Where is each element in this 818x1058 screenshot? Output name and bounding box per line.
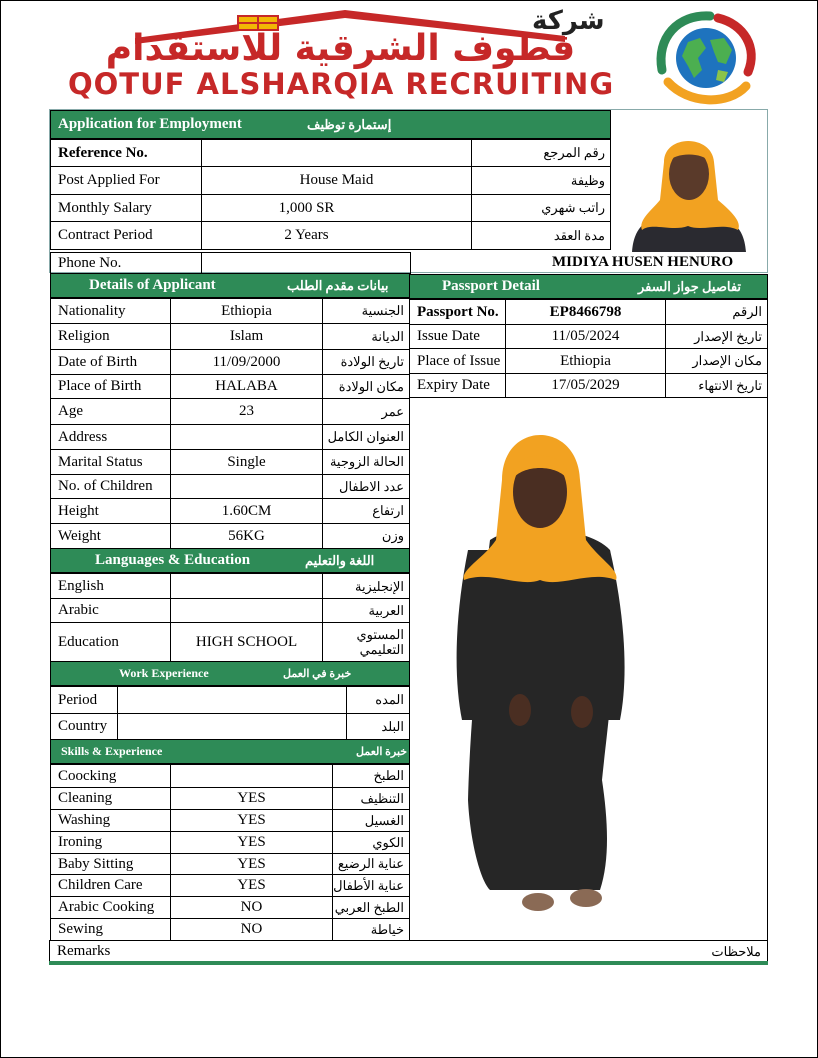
applicant-row-1-value: Ethiopia [170,298,323,324]
languages-title-bar [50,548,410,573]
skills-row-3-value: YES [170,809,333,832]
applicant-row-1-label-ar: الجنسية [322,298,410,324]
contract-value: 2 Years [201,221,411,250]
work-row-2-label-ar: البلد [346,713,410,740]
skills-row-6-label-ar: عناية الأطفال [332,874,410,897]
salary-label-ar: راتب شهري [471,194,611,222]
work-row-1-value [117,686,347,714]
applicant-row-9-value: 1.60CM [170,498,323,524]
reference-value [201,139,472,167]
post-label: Post Applied For [50,166,202,195]
application-title-ar: إستمارة توظيف [307,116,392,132]
languages-row-2-value [170,598,323,623]
skills-row-4-value: YES [170,831,333,854]
post-label-ar: وظيفة [471,166,611,195]
company-header [50,4,768,108]
contract-label-ar: مدة العقد [471,221,611,250]
passport-title-ar: تفاصيل جواز السفر [638,278,742,294]
passport-row-1-label: Passport No. [409,299,506,325]
languages-row-3-value: HIGH SCHOOL [170,622,323,662]
passport-row-2-value: 11/05/2024 [505,324,666,349]
salary-label: Monthly Salary [50,194,202,222]
skills-row-1-value [170,764,333,788]
passport-row-4-value: 17/05/2029 [505,373,666,398]
skills-row-7-label: Arabic Cooking [50,896,171,919]
work-title-en: Work Experience [119,666,209,680]
work-row-2-value [117,713,347,740]
skills-row-5-value: YES [170,853,333,875]
application-title-en: Application for Employment [58,116,242,132]
passport-row-2-label: Issue Date [409,324,506,349]
skills-row-2-label: Cleaning [50,787,171,810]
languages-row-2-label-ar: العربية [322,598,410,623]
applicant-row-4-value: HALABA [170,374,323,399]
applicant-row-7-label: Marital Status [50,449,171,475]
languages-row-1-value [170,573,323,599]
applicant-row-6-value [170,424,323,450]
company-name-ar-small: شركة [532,6,605,36]
salary-spacer [410,194,472,222]
reference-label-ar: رقم المرجع [471,139,611,167]
skills-row-2-label-ar: التنظيف [332,787,410,810]
languages-row-1-label: English [50,573,171,599]
languages-title-en: Languages & Education [95,552,251,568]
applicant-row-3-value: 11/09/2000 [170,349,323,375]
applicant-row-3-label-ar: تاريخ الولادة [322,349,410,375]
skills-row-5-label-ar: عناية الرضيع [332,853,410,875]
applicant-row-8-label: No. of Children [50,474,171,499]
passport-row-1-label-ar: الرقم [665,299,768,325]
skills-row-3-label-ar: الغسيل [332,809,410,832]
phone-label: Phone No. [50,252,202,274]
applicant-row-9-label: Height [50,498,171,524]
passport-row-1-value: EP8466798 [505,299,666,325]
applicant-row-2-label: Religion [50,323,171,350]
applicant-row-5-label-ar: عمر [322,398,410,425]
skills-row-2-value: YES [170,787,333,810]
applicant-row-8-label-ar: عدد الاطفال [322,474,410,499]
applicant-photo-small [622,122,754,252]
skills-row-3-label: Washing [50,809,171,832]
languages-title-ar: اللغة والتعليم [305,552,375,568]
applicant-row-1-label: Nationality [50,298,171,324]
remarks-label-ar: ملاحظات [711,943,761,959]
skills-row-7-label-ar: الطبخ العربي [332,896,410,919]
skills-row-8-value: NO [170,918,333,941]
company-name-en: QOTUF ALSHARQIA RECRUITING [68,67,615,101]
passport-title-bar [409,274,768,299]
skills-row-6-value: YES [170,874,333,897]
applicant-title-bar [50,273,410,298]
salary-value: 1,000 SR [201,194,411,222]
applicant-row-6-label: Address [50,424,171,450]
skills-row-8-label-ar: خياطة [332,918,410,941]
contract-spacer [410,221,472,250]
applicant-row-4-label: Place of Birth [50,374,171,399]
passport-row-2-label-ar: تاريخ الإصدار [665,324,768,349]
languages-row-1-label-ar: الإنجليزية [322,573,410,599]
reference-label: Reference No. [50,139,202,167]
languages-row-3-label-ar: المستوي التعليمي [322,622,410,662]
applicant-row-9-label-ar: ارتفاع [322,498,410,524]
globe-logo-icon [648,8,760,108]
applicant-row-10-value: 56KG [170,523,323,549]
skills-title-ar: خبرة العمل [356,746,408,758]
passport-row-3-value: Ethiopia [505,348,666,374]
applicant-title-ar: بيانات مقدم الطلب [287,277,389,293]
languages-row-3-label: Education [50,622,171,662]
company-name-ar: قطوف الشرقية للاستقدام [105,28,576,69]
applicant-row-10-label: Weight [50,523,171,549]
skills-row-5-label: Baby Sitting [50,853,171,875]
applicant-row-7-value: Single [170,449,323,475]
skills-row-7-value: NO [170,896,333,919]
languages-row-2-label: Arabic [50,598,171,623]
applicant-name: MIDIYA HUSEN HENURO [552,254,734,270]
work-title-ar: خبرة في العمل [283,668,352,680]
photo-frame-right [767,398,768,941]
phone-value [201,252,411,274]
skills-row-6-label: Children Care [50,874,171,897]
passport-row-4-label: Expiry Date [409,373,506,398]
applicant-photo-full [440,420,640,920]
work-row-1-label: Period [50,686,118,714]
applicant-row-8-value [170,474,323,499]
contract-label: Contract Period [50,221,202,250]
applicant-row-6-label-ar: العنوان الكامل [322,424,410,450]
skills-row-8-label: Sewing [50,918,171,941]
applicant-row-7-label-ar: الحالة الزوجية [322,449,410,475]
applicant-title-en: Details of Applicant [89,277,216,293]
applicant-row-5-value: 23 [170,398,323,425]
applicant-row-4-label-ar: مكان الولادة [322,374,410,399]
passport-row-4-label-ar: تاريخ الانتهاء [665,373,768,398]
skills-row-4-label-ar: الكوي [332,831,410,854]
work-row-2-label: Country [50,713,118,740]
remarks-label: Remarks [57,943,111,959]
remarks-row [49,940,768,962]
applicant-row-10-label-ar: وزن [322,523,410,549]
passport-row-3-label-ar: مكان الإصدار [665,348,768,374]
skills-row-1-label-ar: الطبخ [332,764,410,788]
skills-title-en: Skills & Experience [61,744,163,758]
passport-title-en: Passport Detail [442,278,540,294]
skills-row-4-label: Ironing [50,831,171,854]
skills-row-1-label: Coocking [50,764,171,788]
work-row-1-label-ar: المده [346,686,410,714]
post-value: House Maid [201,166,472,195]
applicant-row-2-value: Islam [170,323,323,350]
bottom-green-bar [49,961,768,965]
passport-row-3-label: Place of Issue [409,348,506,374]
applicant-row-2-label-ar: الديانة [322,323,410,350]
work-title-bar [50,661,410,686]
applicant-row-5-label: Age [50,398,171,425]
skills-title-bar [50,739,410,764]
applicant-row-3-label: Date of Birth [50,349,171,375]
